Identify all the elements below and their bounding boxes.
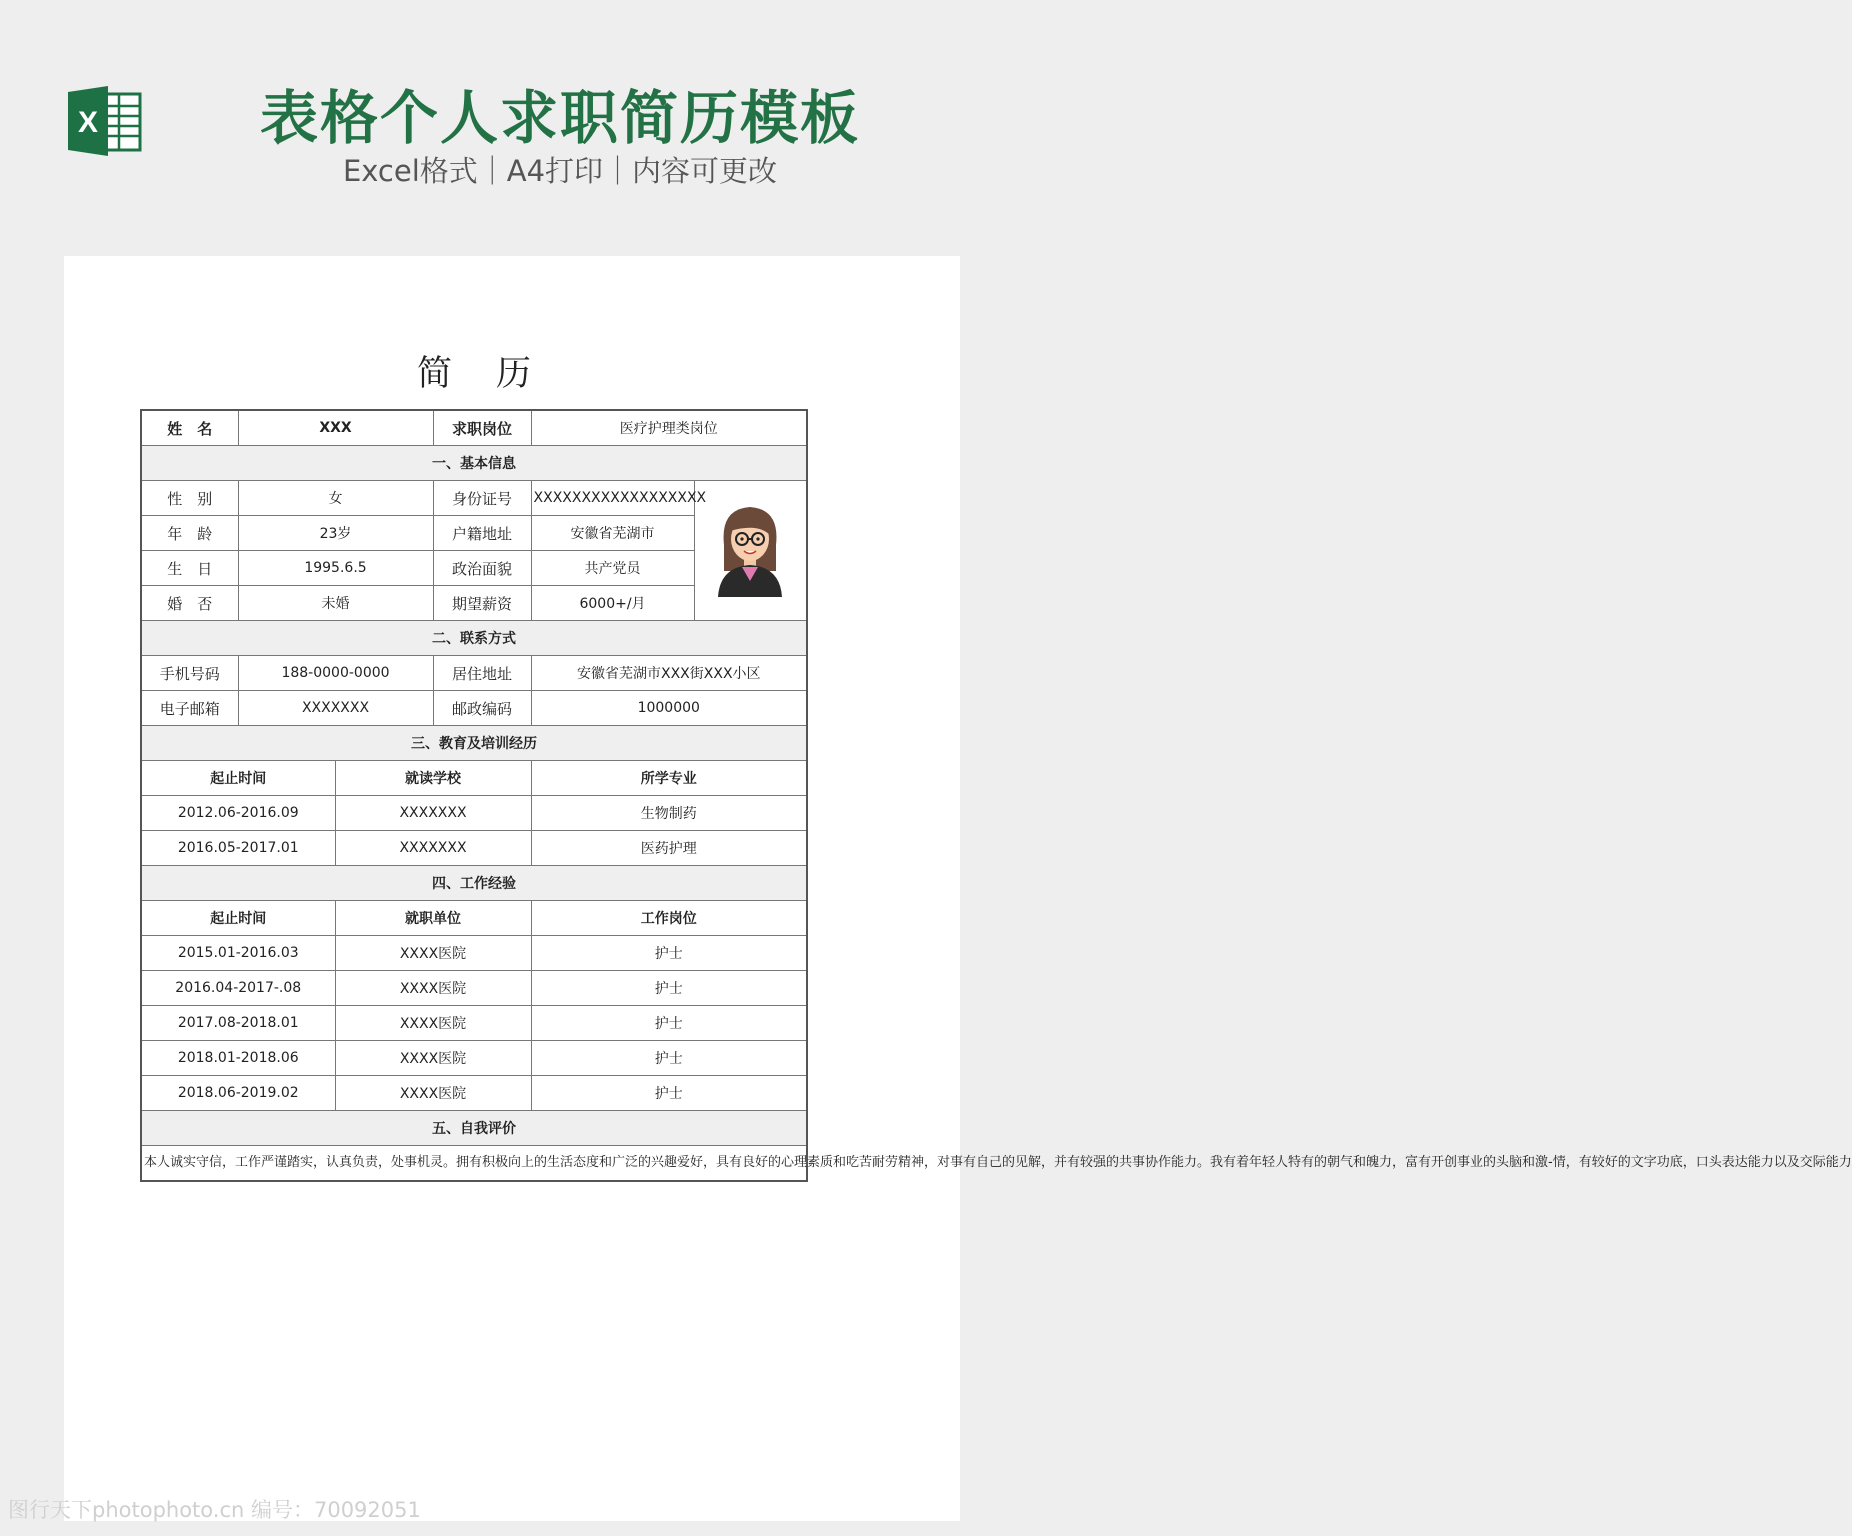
section-basic-info: 一、基本信息 (141, 446, 807, 481)
political-value[interactable]: 共产党员 (531, 551, 694, 586)
position-label: 求职岗位 (433, 410, 531, 446)
edu-school[interactable]: XXXXXXX (335, 796, 531, 831)
table-row (141, 971, 807, 1006)
work-period[interactable]: 2015.01-2016.03 (141, 936, 335, 971)
work-header-role: 工作岗位 (531, 901, 807, 936)
self-evaluation-text[interactable]: 本人诚实守信，工作严谨踏实，认真负责，处事机灵。拥有积极向上的生活态度和广泛的兴趣爱好，具有良好的心理素质和吃苦耐劳精神，对事有自己的见解，并有较强的共事协作能力。我有着年轻人特有的朝气和魄力，富有开创事业的头脑和激-情，有较好的文字功底，口头表达能力以及交际能力 (141, 1146, 807, 1182)
phone-label: 手机号码 (141, 656, 238, 691)
postcode-value[interactable]: 1000000 (531, 691, 807, 726)
work-period[interactable]: 2017.08-2018.01 (141, 1006, 335, 1041)
banner-subtitle: Excel格式｜A4打印｜内容可更改 (342, 154, 778, 188)
birthday-value[interactable]: 1995.6.5 (238, 551, 433, 586)
work-role[interactable]: 护士 (531, 936, 807, 971)
work-header-period: 起止时间 (141, 901, 335, 936)
salary-label: 期望薪资 (433, 586, 531, 621)
work-period[interactable]: 2018.06-2019.02 (141, 1076, 335, 1111)
work-employer[interactable]: XXXX医院 (335, 1006, 531, 1041)
banner-title: 表格个人求职简历模板 (259, 84, 860, 152)
age-label: 年 龄 (141, 516, 238, 551)
section-work: 四、工作经验 (141, 866, 807, 901)
excel-logo-icon (68, 86, 142, 156)
work-employer[interactable]: XXXX医院 (335, 1076, 531, 1111)
avatar-icon (714, 501, 786, 597)
phone-value[interactable]: 188-0000-0000 (238, 656, 433, 691)
id-label: 身份证号 (433, 481, 531, 516)
postcode-label: 邮政编码 (433, 691, 531, 726)
contact-row (141, 656, 807, 691)
table-row (141, 1076, 807, 1111)
table-row (141, 1041, 807, 1076)
email-label: 电子邮箱 (141, 691, 238, 726)
work-header-employer: 就职单位 (335, 901, 531, 936)
edu-major[interactable]: 医药护理 (531, 831, 807, 866)
section-contact: 二、联系方式 (141, 621, 807, 656)
address-value[interactable]: 安徽省芜湖市XXX街XXX小区 (531, 656, 807, 691)
gender-value[interactable]: 女 (238, 481, 433, 516)
edu-major[interactable]: 生物制药 (531, 796, 807, 831)
education-header-row (141, 761, 807, 796)
watermark: 图行天下photophoto.cn 编号：70092051 (8, 1498, 421, 1522)
svg-text:X: X (77, 106, 99, 139)
birthday-label: 生 日 (141, 551, 238, 586)
contact-row (141, 691, 807, 726)
work-role[interactable]: 护士 (531, 1076, 807, 1111)
name-value[interactable]: XXX (238, 410, 433, 446)
table-row (141, 1006, 807, 1041)
hometown-value[interactable]: 安徽省芜湖市 (531, 516, 694, 551)
position-value[interactable]: 医疗护理类岗位 (531, 410, 807, 446)
address-label: 居住地址 (433, 656, 531, 691)
photo-cell[interactable] (694, 481, 807, 621)
table-row (141, 831, 807, 866)
name-label: 姓 名 (141, 410, 238, 446)
edu-period[interactable]: 2016.05-2017.01 (141, 831, 335, 866)
work-employer[interactable]: XXXX医院 (335, 1041, 531, 1076)
work-header-row (141, 901, 807, 936)
edu-header-major: 所学专业 (531, 761, 807, 796)
edu-header-period: 起止时间 (141, 761, 335, 796)
basic-row (141, 481, 807, 516)
work-role[interactable]: 护士 (531, 971, 807, 1006)
gender-label: 性 别 (141, 481, 238, 516)
section-self-evaluation: 五、自我评价 (141, 1111, 807, 1146)
marital-value[interactable]: 未婚 (238, 586, 433, 621)
work-role[interactable]: 护士 (531, 1041, 807, 1076)
edu-header-school: 就读学校 (335, 761, 531, 796)
work-period[interactable]: 2018.01-2018.06 (141, 1041, 335, 1076)
table-row (141, 936, 807, 971)
work-employer[interactable]: XXXX医院 (335, 936, 531, 971)
work-employer[interactable]: XXXX医院 (335, 971, 531, 1006)
salary-value[interactable]: 6000+/月 (531, 586, 694, 621)
document-title: 简历 (416, 354, 575, 394)
edu-school[interactable]: XXXXXXX (335, 831, 531, 866)
marital-label: 婚 否 (141, 586, 238, 621)
age-value[interactable]: 23岁 (238, 516, 433, 551)
edu-period[interactable]: 2012.06-2016.09 (141, 796, 335, 831)
table-row (141, 796, 807, 831)
email-value[interactable]: XXXXXXX (238, 691, 433, 726)
work-period[interactable]: 2016.04-2017-.08 (141, 971, 335, 1006)
resume-table (140, 409, 1852, 1182)
section-education: 三、教育及培训经历 (141, 726, 807, 761)
hometown-label: 户籍地址 (433, 516, 531, 551)
header-row (141, 410, 807, 446)
political-label: 政治面貌 (433, 551, 531, 586)
id-value[interactable]: XXXXXXXXXXXXXXXXXX (531, 481, 694, 516)
work-role[interactable]: 护士 (531, 1006, 807, 1041)
